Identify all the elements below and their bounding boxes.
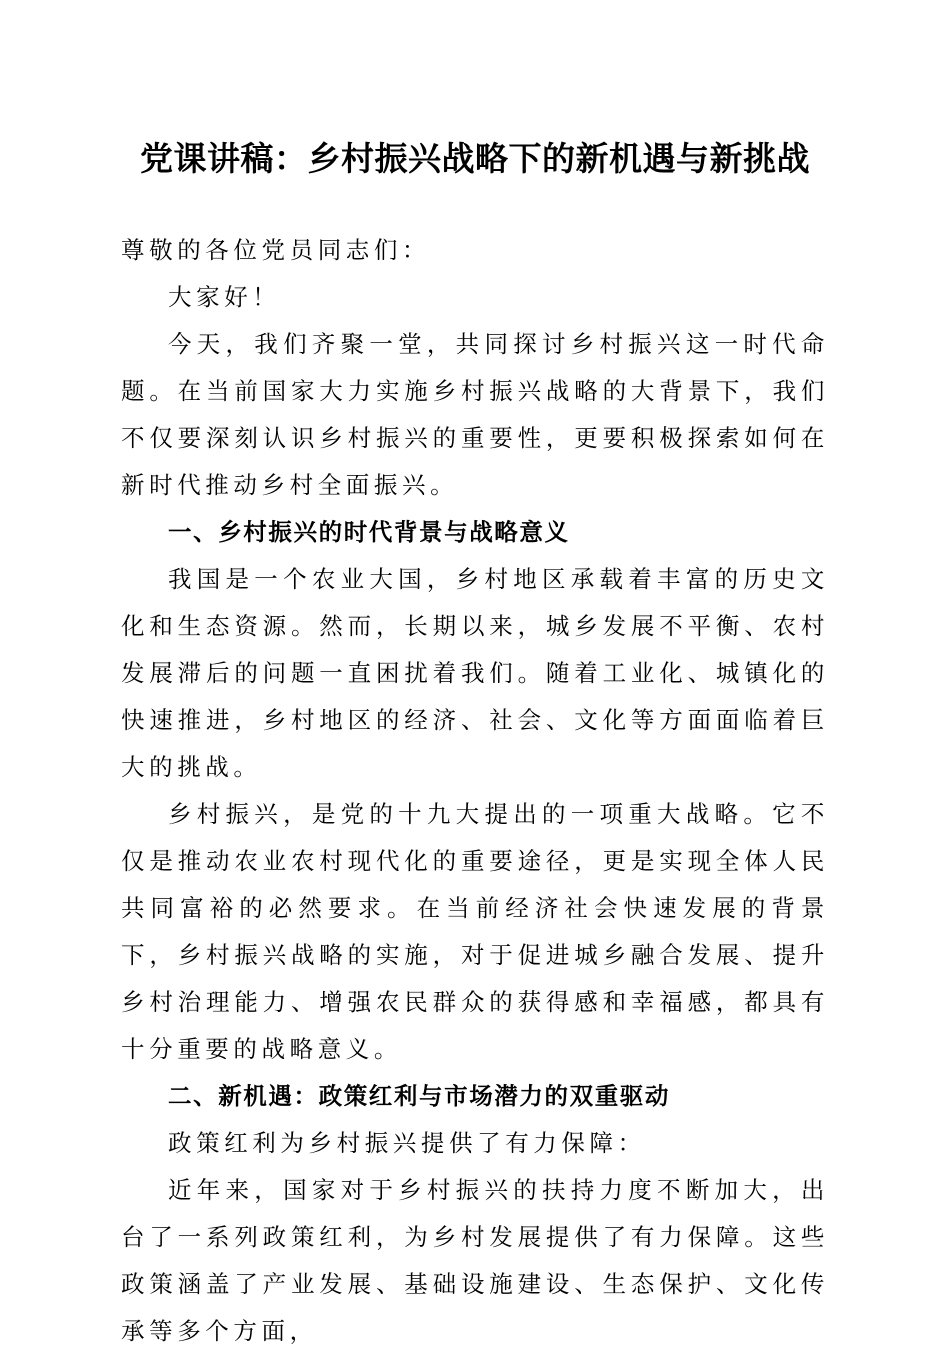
document-body <box>121 227 829 1355</box>
section-2-paragraph-1: 政策红利为乡村振兴提供了有力保障： <box>168 1129 646 1157</box>
section-1-paragraph-2: 乡村振兴，是党的十九大提出的一项重大战略。它不仅是推动农业农村现代化的重要途径，更是实现全体人民共同富裕的必然要求。在当前经济社会快速发展的背景下，乡村振兴战略的实施，对于促进城乡融合发展、提升乡村治理能力、增强农民群众的获得感和幸福感，都具有十分重要的战略意义。 <box>121 800 829 1063</box>
section-2-heading: 二、新机遇：政策红利与市场潜力的双重驱动 <box>168 1082 670 1110</box>
intro-paragraph: 今天，我们齐聚一堂，共同探讨乡村振兴这一时代命题。在当前国家大力实施乡村振兴战略的大背景下，我们不仅要深刻认识乡村振兴的重要性，更要积极探索如何在新时代推动乡村全面振兴。 <box>121 330 829 499</box>
section-1-paragraph-1: 我国是一个农业大国，乡村地区承载着丰富的历史文化和生态资源。然而，长期以来，城乡发展不平衡、农村发展滞后的问题一直困扰着我们。随着工业化、城镇化的快速推进，乡村地区的经济、社会、文化等方面面临着巨大的挑战。 <box>121 565 829 781</box>
section-2-paragraph-2: 近年来，国家对于乡村振兴的扶持力度不断加大，出台了一系列政策红利，为乡村发展提供了有力保障。这些政策涵盖了产业发展、基础设施建设、生态保护、文化传承等多个方面， <box>121 1176 829 1345</box>
section-1-heading: 一、乡村振兴的时代背景与战略意义 <box>168 518 570 546</box>
document-title: 党课讲稿：乡村振兴战略下的新机遇与新挑战 <box>140 139 810 178</box>
salutation: 尊敬的各位党员同志们： <box>121 236 431 264</box>
greeting: 大家好！ <box>168 283 281 311</box>
